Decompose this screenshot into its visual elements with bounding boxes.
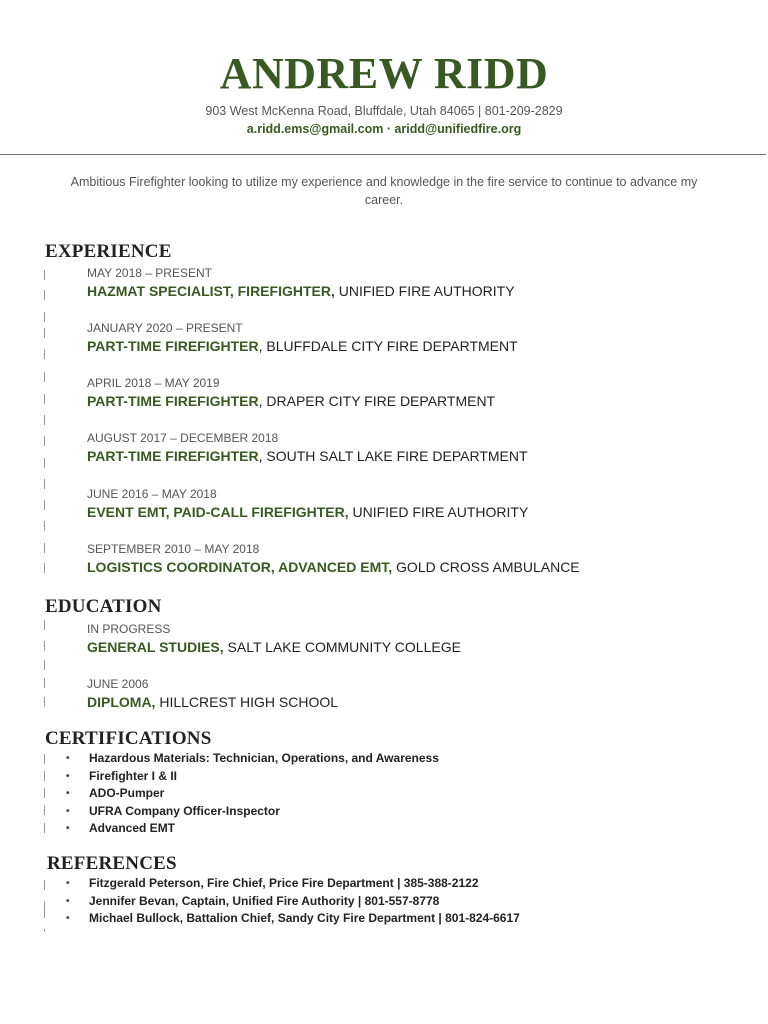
contact-emails[interactable]: a.ridd.ems@gmail.com · aridd@unifiedfire.org xyxy=(246,122,522,136)
entry-date: SEPTEMBER 2010 – MAY 2018 xyxy=(87,542,260,556)
entry-date: JUNE 2016 – MAY 2018 xyxy=(87,487,217,501)
experience-entry xyxy=(87,265,727,301)
margin-mark xyxy=(44,754,45,764)
entry-role: PART-TIME FIREFIGHTER xyxy=(87,338,259,354)
list-item: • Advanced EMT xyxy=(66,820,439,838)
education-heading: EDUCATION xyxy=(45,596,162,617)
entry-date: JANUARY 2020 – PRESENT xyxy=(87,321,243,335)
margin-mark xyxy=(44,543,45,553)
certifications-heading: CERTIFICATIONS xyxy=(45,728,212,749)
entry-date: IN PROGRESS xyxy=(87,622,171,636)
objective-statement: Ambitious Firefighter looking to utilize my experience and knowledge in the fire service to continue to advance my career. xyxy=(70,175,698,207)
margin-mark xyxy=(44,880,45,890)
experience-entry xyxy=(87,541,727,577)
margin-mark xyxy=(44,563,45,573)
entry-role: PART-TIME FIREFIGHTER xyxy=(87,448,259,464)
entry-role: HAZMAT SPECIALIST, FIREFIGHTER, xyxy=(87,283,335,299)
entry-role: PART-TIME FIREFIGHTER xyxy=(87,393,259,409)
margin-mark xyxy=(44,929,45,932)
list-item: • Hazardous Materials: Technician, Operations, and Awareness xyxy=(66,750,439,768)
margin-mark xyxy=(44,349,45,359)
bullet-icon: • xyxy=(66,823,70,834)
entry-org: GOLD CROSS AMBULANCE xyxy=(392,559,580,575)
entry-org: HILLCREST HIGH SCHOOL xyxy=(155,694,339,710)
bullet-icon: • xyxy=(66,753,70,764)
experience-entry xyxy=(87,430,727,466)
margin-mark xyxy=(44,641,45,651)
experience-heading: EXPERIENCE xyxy=(45,241,172,262)
list-item: • ADO-Pumper xyxy=(66,785,439,803)
margin-mark xyxy=(44,328,45,338)
bullet-icon: • xyxy=(66,878,70,889)
entry-role: GENERAL STUDIES, xyxy=(87,639,224,655)
list-item: • Michael Bullock, Battalion Chief, Sandy City Fire Department | 801-824-6617 xyxy=(66,910,520,928)
margin-mark xyxy=(44,458,45,468)
references-heading: REFERENCES xyxy=(47,853,177,874)
margin-mark xyxy=(44,788,45,798)
margin-mark xyxy=(44,290,45,300)
contact-address: 903 West McKenna Road, Bluffdale, Utah 84065 | 801-209-2829 xyxy=(205,104,563,118)
margin-mark xyxy=(44,394,45,404)
bullet-icon: • xyxy=(66,913,70,924)
margin-mark xyxy=(44,697,45,707)
margin-mark xyxy=(44,678,45,688)
margin-mark xyxy=(44,771,45,781)
entry-org: , DRAPER CITY FIRE DEPARTMENT xyxy=(258,393,496,409)
margin-mark xyxy=(44,660,45,670)
margin-mark xyxy=(44,901,45,918)
entry-date: AUGUST 2017 – DECEMBER 2018 xyxy=(87,431,279,445)
header-divider xyxy=(0,154,766,155)
entry-org: , SOUTH SALT LAKE FIRE DEPARTMENT xyxy=(258,448,528,464)
list-item: • Firefighter I & II xyxy=(66,768,439,786)
entry-role: EVENT EMT, PAID-CALL FIREFIGHTER, xyxy=(87,504,349,520)
margin-mark xyxy=(44,436,45,446)
margin-mark xyxy=(44,823,45,833)
list-item: • Jennifer Bevan, Captain, Unified Fire Authority | 801-557-8778 xyxy=(66,893,520,911)
bullet-icon: • xyxy=(66,895,70,907)
entry-org: UNIFIED FIRE AUTHORITY xyxy=(334,283,515,299)
bullet-icon: • xyxy=(66,770,70,782)
resume-name: ANDREW RIDD xyxy=(219,49,549,98)
references-list xyxy=(66,875,520,928)
margin-mark xyxy=(44,805,45,815)
entry-role: DIPLOMA, xyxy=(87,694,156,710)
certifications-list xyxy=(66,750,439,838)
experience-entry xyxy=(87,486,727,522)
margin-mark xyxy=(44,620,45,630)
margin-mark xyxy=(44,415,45,425)
margin-mark xyxy=(44,479,45,489)
education-entry xyxy=(87,621,727,657)
list-item: • Fitzgerald Peterson, Fire Chief, Price Fire Department | 385-388-2122 xyxy=(66,875,520,893)
experience-entry xyxy=(87,375,727,411)
experience-entry xyxy=(87,320,727,356)
entry-date: APRIL 2018 – MAY 2019 xyxy=(87,376,220,390)
entry-role: LOGISTICS COORDINATOR, ADVANCED EMT, xyxy=(87,559,393,575)
education-entry xyxy=(87,676,727,712)
entry-date: MAY 2018 – PRESENT xyxy=(87,266,212,280)
bullet-icon: • xyxy=(66,805,70,817)
entry-date: JUNE 2006 xyxy=(87,677,149,691)
margin-mark xyxy=(44,270,45,280)
margin-mark xyxy=(44,500,45,510)
entry-org: , BLUFFDALE CITY FIRE DEPARTMENT xyxy=(258,338,518,354)
margin-mark xyxy=(44,372,45,382)
entry-org: UNIFIED FIRE AUTHORITY xyxy=(348,504,529,520)
bullet-icon: • xyxy=(66,788,70,799)
entry-org: SALT LAKE COMMUNITY COLLEGE xyxy=(223,639,461,655)
margin-mark xyxy=(44,312,45,322)
list-item: • UFRA Company Officer-Inspector xyxy=(66,803,439,821)
margin-mark xyxy=(44,521,45,531)
